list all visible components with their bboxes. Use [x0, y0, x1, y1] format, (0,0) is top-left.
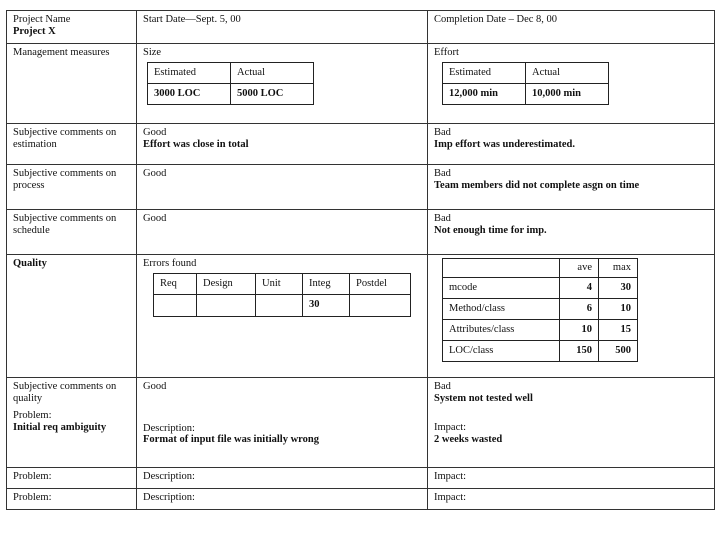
metric-name: Method/class [443, 299, 560, 320]
schedule-good-label: Good [143, 213, 167, 224]
metrics-row [443, 320, 638, 341]
errors-header-row [154, 273, 411, 294]
metrics-row [443, 341, 638, 362]
process-good-label: Good [143, 168, 167, 179]
quality-row [7, 255, 715, 378]
size-table [147, 62, 314, 105]
management-measures-label: Management measures [13, 47, 110, 58]
effort-title: Effort [434, 47, 459, 58]
header-row [7, 11, 715, 44]
estimation-bad-text: Imp effort was underestimated. [434, 138, 575, 150]
metric-max: 10 [599, 299, 638, 320]
effort-table [442, 62, 609, 105]
size-actual-header: Actual [231, 62, 314, 83]
start-date-cell [137, 11, 428, 44]
metrics-header [443, 259, 560, 278]
estimation-comments-label: Subjective comments on estimation [13, 127, 117, 150]
problem-label: Problem: [13, 492, 52, 503]
metric-max: 30 [599, 278, 638, 299]
errors-value [256, 294, 303, 316]
project-summary-table [6, 10, 715, 510]
problem-text: Initial req ambiguity [13, 421, 107, 433]
estimation-bad-label: Bad [434, 127, 451, 138]
quality-label: Quality [13, 258, 47, 269]
errors-found-title: Errors found [143, 258, 197, 269]
metrics-row [443, 278, 638, 299]
metric-name: LOC/class [443, 341, 560, 362]
schedule-comments-label: Subjective comments on schedule [13, 213, 117, 236]
errors-header: Postdel [350, 273, 411, 294]
impact-label: Impact: [434, 492, 467, 503]
problem-row [7, 489, 715, 510]
metric-max: 15 [599, 320, 638, 341]
management-measures-row [7, 44, 715, 124]
project-name-cell [7, 11, 137, 44]
metrics-table [442, 258, 638, 362]
problem-label: Problem: [13, 471, 52, 482]
start-date: Start Date—Sept. 5, 00 [143, 14, 241, 25]
schedule-bad-text: Not enough time for imp. [434, 224, 547, 236]
effort-estimated-value: 12,000 min [443, 83, 526, 104]
metrics-cell [428, 255, 715, 378]
quality-bad-text: System not tested well [434, 392, 533, 404]
errors-value [197, 294, 256, 316]
description-label: Description: [143, 422, 195, 434]
errors-found-cell [137, 255, 428, 378]
project-name-label: Project Name [13, 14, 71, 25]
size-estimated-value: 3000 LOC [148, 83, 231, 104]
metrics-header-ave: ave [560, 259, 599, 278]
size-cell [137, 44, 428, 124]
metrics-header-row [443, 259, 638, 278]
description-text: Format of input file was initially wrong [143, 434, 319, 445]
process-comments-row [7, 165, 715, 210]
effort-actual-value: 10,000 min [526, 83, 609, 104]
problem-label: Problem: [13, 410, 52, 421]
metric-ave: 10 [560, 320, 599, 341]
metric-ave: 150 [560, 341, 599, 362]
quality-bad-label: Bad [434, 381, 451, 392]
metric-max: 500 [599, 341, 638, 362]
size-estimated-header: Estimated [148, 62, 231, 83]
impact-label: Impact: [434, 422, 467, 433]
errors-value-row [154, 294, 411, 316]
metrics-header-max: max [599, 259, 638, 278]
errors-header: Integ [303, 273, 350, 294]
problem-row [7, 468, 715, 489]
quality-good-label: Good [143, 381, 167, 392]
metric-ave: 4 [560, 278, 599, 299]
process-bad-label: Bad [434, 168, 451, 179]
impact-label: Impact: [434, 471, 467, 482]
process-bad-text: Team members did not complete asgn on time [434, 179, 640, 191]
estimation-comments-row [7, 124, 715, 165]
process-comments-label: Subjective comments on process [13, 168, 117, 191]
quality-comments-label: Subjective comments on quality [13, 381, 117, 404]
project-name-value: Project X [13, 25, 56, 37]
metrics-row [443, 299, 638, 320]
schedule-bad-label: Bad [434, 213, 451, 224]
errors-value [350, 294, 411, 316]
effort-estimated-header: Estimated [443, 62, 526, 83]
completion-date: Completion Date – Dec 8, 00 [434, 14, 558, 25]
effort-cell [428, 44, 715, 124]
metric-ave: 6 [560, 299, 599, 320]
completion-date-cell [428, 11, 715, 44]
estimation-good-label: Good [143, 127, 167, 138]
errors-value [154, 294, 197, 316]
errors-value: 30 [303, 294, 350, 316]
errors-table [153, 273, 411, 317]
effort-actual-header: Actual [526, 62, 609, 83]
size-actual-value: 5000 LOC [231, 83, 314, 104]
description-label: Description: [143, 492, 195, 503]
description-label: Description: [143, 471, 195, 482]
quality-comments-row [7, 378, 715, 468]
errors-header: Unit [256, 273, 303, 294]
size-title: Size [143, 47, 162, 58]
estimation-good-text: Effort was close in total [143, 138, 249, 150]
errors-header: Req [154, 273, 197, 294]
metric-name: Attributes/class [443, 320, 560, 341]
impact-text: 2 weeks wasted [434, 433, 503, 445]
schedule-comments-row [7, 210, 715, 255]
metric-name: mcode [443, 278, 560, 299]
errors-header: Design [197, 273, 256, 294]
